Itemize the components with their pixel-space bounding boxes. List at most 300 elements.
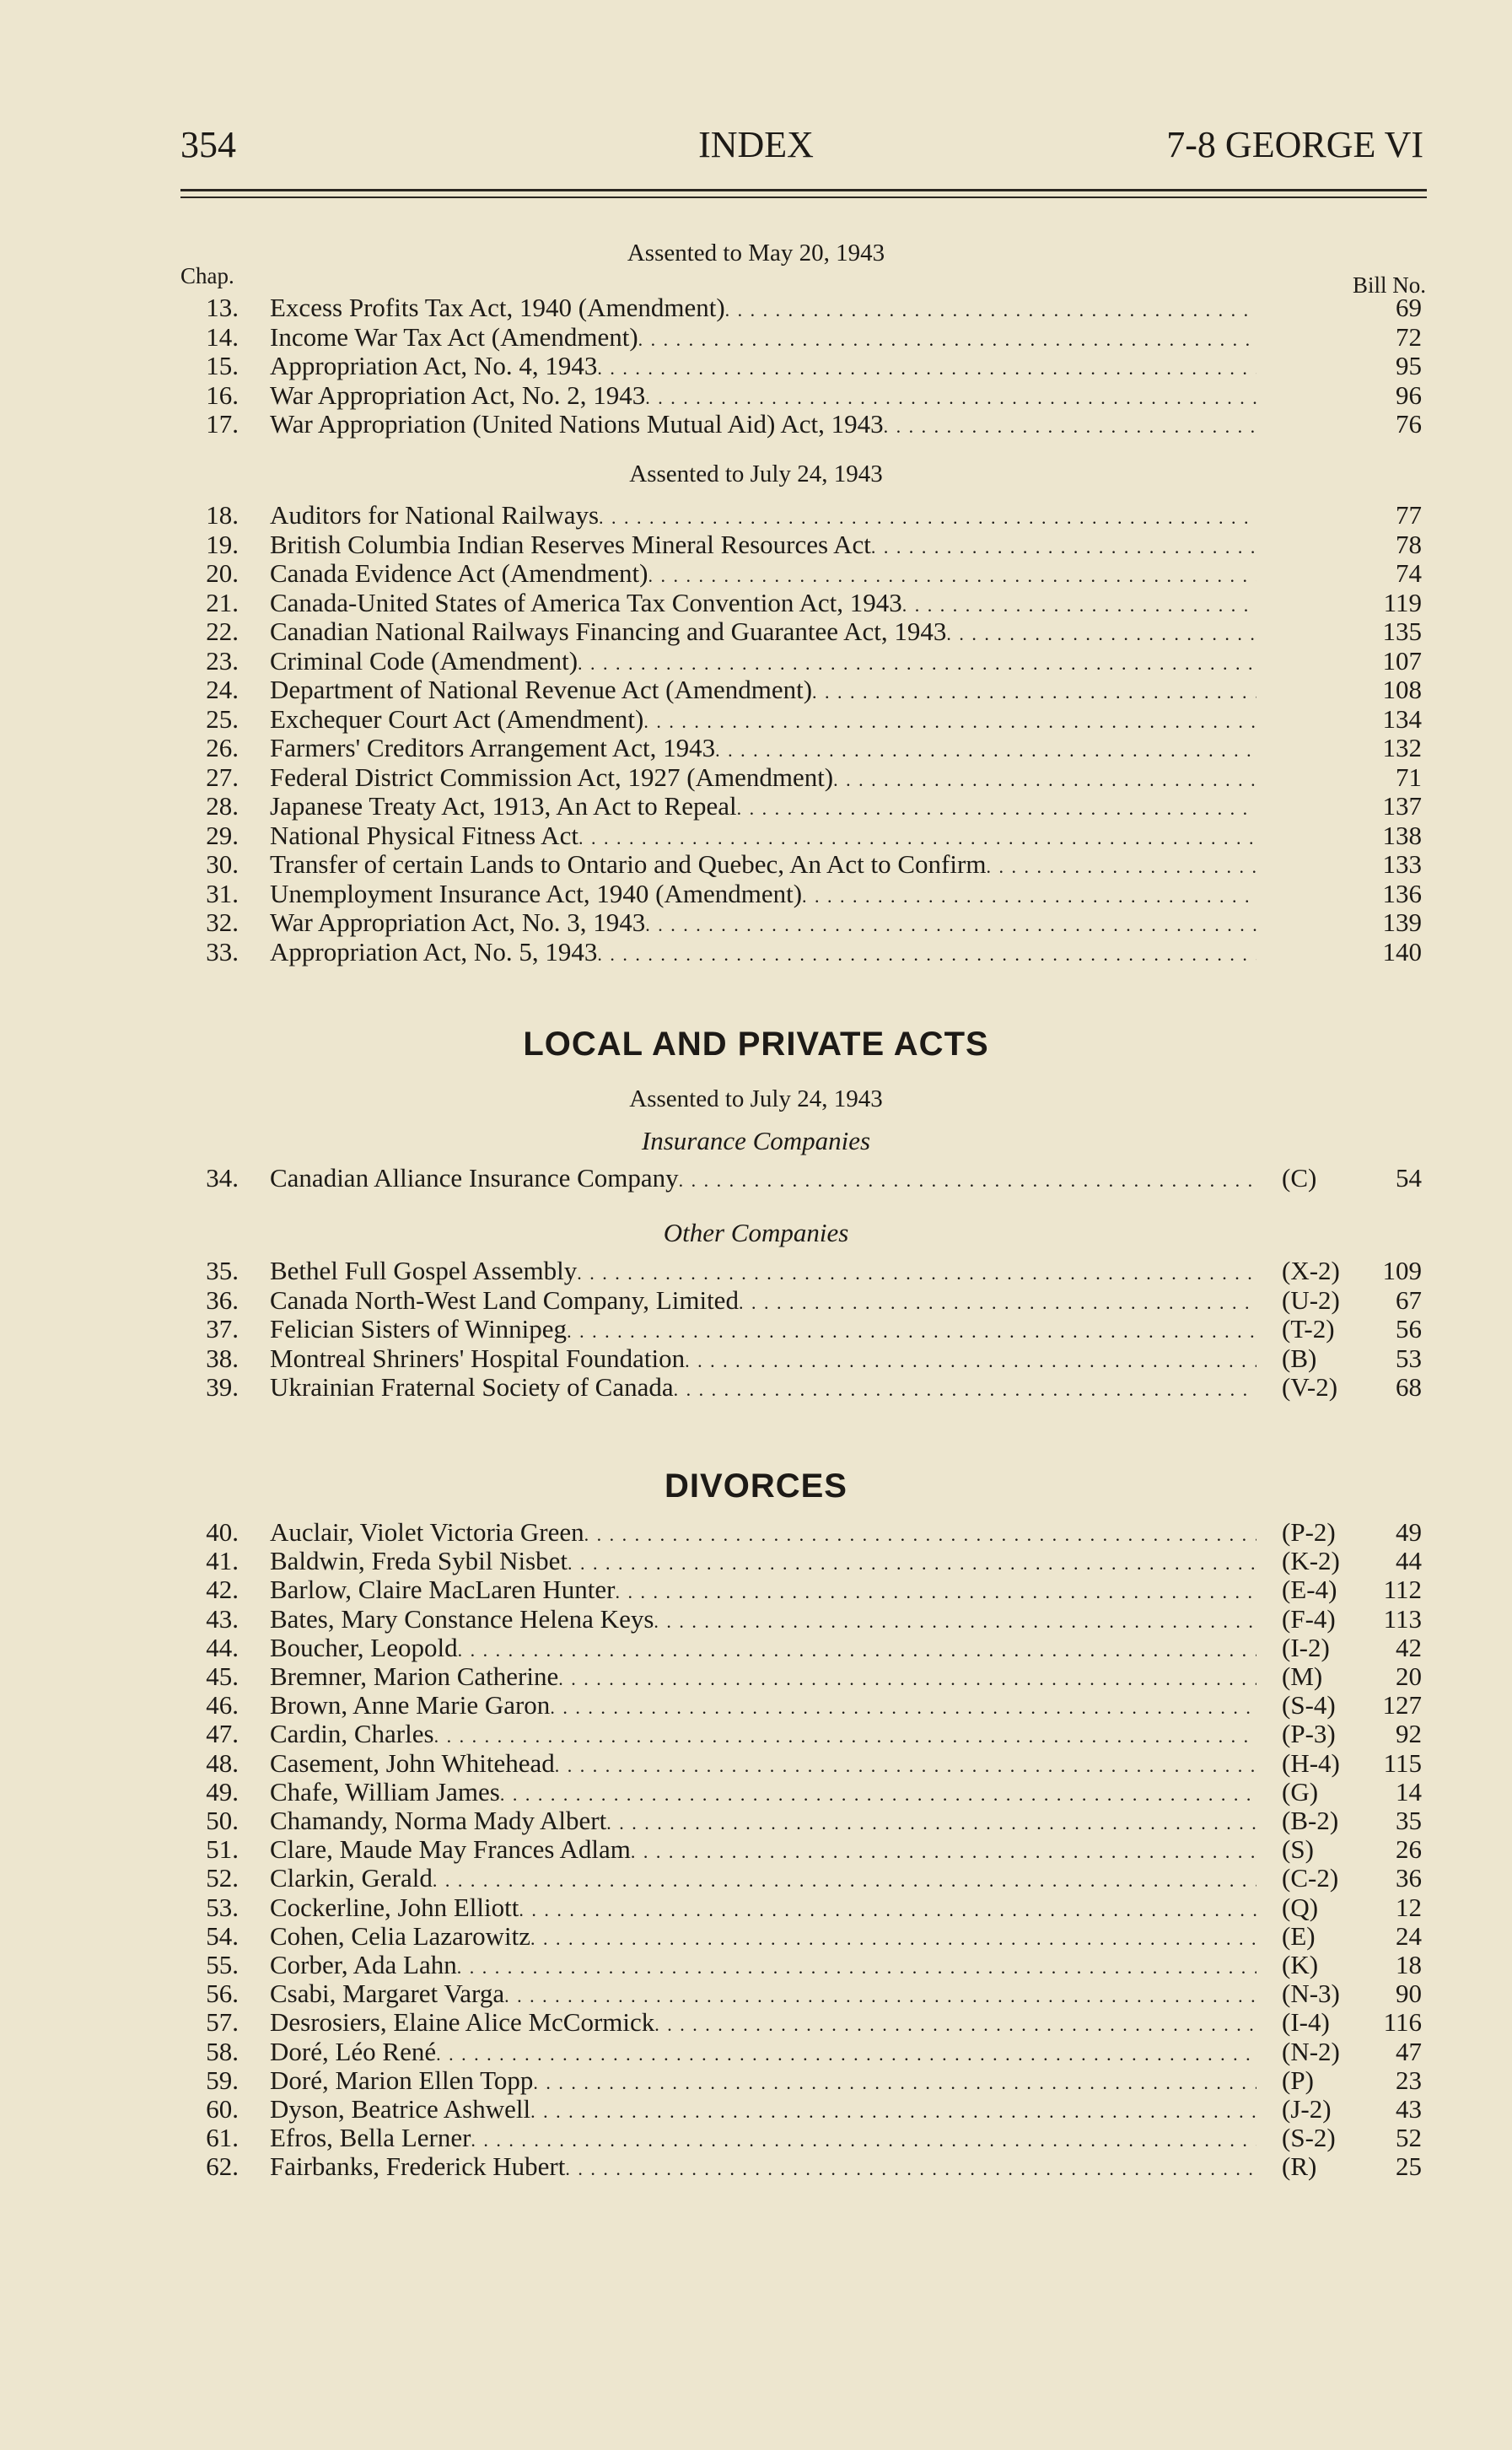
entry-number: 56. bbox=[206, 1979, 239, 2009]
entry-number: 32. bbox=[206, 907, 239, 937]
entry-title: Farmers' Creditors Arrangement Act, 1943 bbox=[270, 734, 716, 762]
leader-dots bbox=[533, 2066, 1256, 2097]
entry-title-line bbox=[270, 705, 1256, 736]
bill-number: 71 bbox=[1396, 762, 1422, 792]
leader-dots bbox=[739, 1286, 1256, 1317]
entry-title: Federal District Commission Act, 1927 (Amendment) bbox=[270, 762, 834, 792]
entry-number: 25. bbox=[206, 703, 239, 734]
bill-number: 25 bbox=[1396, 2151, 1422, 2182]
entry-title: Department of National Revenue Act (Amendment) bbox=[270, 676, 813, 704]
bill-number: 35 bbox=[1396, 1806, 1422, 1835]
entry-title: Cockerline, John Elliott bbox=[270, 1893, 519, 1922]
index-entry bbox=[0, 676, 1512, 704]
entry-title-line bbox=[270, 908, 1256, 940]
bill-letter-code: (T-2) bbox=[1282, 1314, 1335, 1343]
entry-number: 39. bbox=[206, 1372, 239, 1402]
bill-number: 133 bbox=[1382, 849, 1422, 879]
leader-dots bbox=[615, 1575, 1256, 1607]
index-entry bbox=[0, 821, 1512, 850]
entry-title: Criminal Code (Amendment) bbox=[270, 646, 578, 676]
index-entry bbox=[0, 1315, 1512, 1343]
index-entry bbox=[0, 2095, 1512, 2124]
leader-dots bbox=[565, 2152, 1256, 2183]
entry-number: 23. bbox=[206, 645, 239, 676]
entry-number: 57. bbox=[206, 2007, 239, 2038]
entry-title: Desrosiers, Elaine Alice McCormick bbox=[270, 2008, 655, 2038]
entry-title-line bbox=[270, 1575, 1256, 1607]
index-entry bbox=[0, 1164, 1512, 1193]
index-entry bbox=[0, 1922, 1512, 1951]
bill-number: 26 bbox=[1396, 1834, 1422, 1865]
entry-title-line bbox=[270, 763, 1256, 794]
entry-title: Casement, John Whitehead bbox=[270, 1748, 555, 1778]
bill-letter-code: (P-2) bbox=[1282, 1517, 1336, 1547]
index-entry bbox=[0, 1778, 1512, 1807]
leader-dots bbox=[685, 1344, 1256, 1376]
entry-title: Japanese Treaty Act, 1913, An Act to Repeal bbox=[270, 792, 737, 821]
entry-title-line bbox=[270, 938, 1256, 969]
entry-title-line bbox=[270, 1518, 1256, 1549]
entry-title-line bbox=[270, 2038, 1256, 2069]
leader-dots bbox=[584, 1518, 1256, 1549]
entry-number: 33. bbox=[206, 936, 239, 967]
entry-number: 44. bbox=[206, 1632, 239, 1662]
entry-title-line bbox=[270, 1547, 1256, 1578]
entry-title-line bbox=[270, 381, 1256, 412]
index-entry bbox=[0, 410, 1512, 439]
leader-dots bbox=[871, 530, 1256, 562]
leader-dots bbox=[884, 410, 1256, 441]
leader-dots bbox=[597, 938, 1256, 969]
index-entry bbox=[0, 734, 1512, 762]
entry-title: Appropriation Act, No. 5, 1943 bbox=[270, 937, 598, 967]
bill-letter-code: (M) bbox=[1282, 1661, 1323, 1691]
entry-number: 45. bbox=[206, 1661, 239, 1691]
bill-number: 78 bbox=[1396, 529, 1422, 559]
leader-dots bbox=[597, 352, 1256, 383]
bill-number: 138 bbox=[1382, 820, 1422, 850]
leader-dots bbox=[606, 1807, 1256, 1838]
leader-dots bbox=[550, 1691, 1256, 1722]
index-entry bbox=[0, 1951, 1512, 1979]
bill-number: 56 bbox=[1396, 1314, 1422, 1343]
bill-letter-code: (P-3) bbox=[1282, 1719, 1336, 1749]
index-entry bbox=[0, 1979, 1512, 2008]
entry-title: Felician Sisters of Winnipeg bbox=[270, 1315, 568, 1343]
entry-title: Cohen, Celia Lazarowitz bbox=[270, 1921, 531, 1951]
bill-letter-code: (U-2) bbox=[1282, 1284, 1340, 1315]
index-entry bbox=[0, 559, 1512, 588]
bill-number: 90 bbox=[1396, 1979, 1422, 2009]
entry-title-line bbox=[270, 1864, 1256, 1895]
leader-dots bbox=[568, 1547, 1256, 1578]
entry-number: 34. bbox=[206, 1163, 239, 1193]
leader-dots bbox=[530, 1922, 1256, 1953]
entry-title-line bbox=[270, 1286, 1256, 1317]
bill-number: 115 bbox=[1383, 1747, 1422, 1778]
index-entry bbox=[0, 2124, 1512, 2152]
divorces-heading: DIVORCES bbox=[665, 1467, 847, 1505]
index-entry bbox=[0, 1373, 1512, 1402]
entry-title: Unemployment Insurance Act, 1940 (Amendment) bbox=[270, 879, 803, 908]
entry-number: 60. bbox=[206, 2094, 239, 2124]
entry-title: Doré, Marion Ellen Topp bbox=[270, 2065, 534, 2095]
entry-title: Transfer of certain Lands to Ontario and Quebec, An Act to Confirm bbox=[270, 850, 987, 879]
index-entry bbox=[0, 617, 1512, 646]
leader-dots bbox=[457, 1951, 1256, 1982]
leader-dots bbox=[902, 589, 1256, 620]
index-entry bbox=[0, 2008, 1512, 2037]
entry-number: 36. bbox=[206, 1284, 239, 1315]
leader-dots bbox=[578, 821, 1256, 853]
entry-title: Exchequer Court Act (Amendment) bbox=[270, 704, 644, 734]
bill-letter-code: (H-4) bbox=[1282, 1747, 1340, 1778]
leader-dots bbox=[530, 2095, 1256, 2126]
bill-number: 24 bbox=[1396, 1920, 1422, 1951]
index-entry bbox=[0, 792, 1512, 821]
entry-title-line bbox=[270, 2008, 1256, 2039]
entry-title: Baldwin, Freda Sybil Nisbet bbox=[270, 1547, 568, 1576]
entry-title: Chafe, William James bbox=[270, 1777, 500, 1807]
entry-title: Doré, Léo René bbox=[270, 2037, 437, 2066]
page-title: INDEX bbox=[698, 124, 814, 165]
entry-title-line bbox=[270, 2095, 1256, 2126]
leader-dots bbox=[631, 1835, 1256, 1866]
entry-number: 35. bbox=[206, 1256, 239, 1285]
bill-number: 134 bbox=[1382, 703, 1422, 734]
bill-number: 108 bbox=[1382, 675, 1422, 704]
leader-dots bbox=[812, 676, 1256, 707]
index-entry bbox=[0, 1662, 1512, 1691]
chap-label: Chap. bbox=[180, 263, 234, 288]
index-entry bbox=[0, 589, 1512, 617]
entry-title: Canada North-West Land Company, Limited bbox=[270, 1285, 739, 1315]
index-entry bbox=[0, 763, 1512, 792]
entry-title-line bbox=[270, 1922, 1256, 1953]
entry-number: 47. bbox=[206, 1719, 239, 1749]
index-entry bbox=[0, 1835, 1512, 1864]
bill-number: 14 bbox=[1396, 1776, 1422, 1807]
entry-title: Brown, Anne Marie Garon bbox=[270, 1691, 551, 1720]
entry-title: Appropriation Act, No. 4, 1943 bbox=[270, 352, 598, 380]
index-entry bbox=[0, 1864, 1512, 1893]
leader-dots bbox=[577, 1257, 1256, 1288]
insurance-subheading: Insurance Companies bbox=[641, 1126, 871, 1155]
entry-title-line bbox=[270, 2066, 1256, 2097]
entry-title-line bbox=[270, 880, 1256, 911]
entry-title-line bbox=[270, 352, 1256, 383]
leader-dots bbox=[638, 323, 1256, 354]
entry-title: National Physical Fitness Act bbox=[270, 821, 578, 850]
leader-dots bbox=[471, 2124, 1256, 2155]
entry-number: 59. bbox=[206, 2065, 239, 2095]
entry-title-line bbox=[270, 734, 1256, 765]
entry-title-line bbox=[270, 1720, 1256, 1751]
bill-number: 36 bbox=[1396, 1863, 1422, 1893]
bill-number: 74 bbox=[1396, 558, 1422, 588]
entry-title: Canadian National Railways Financing and Guarantee Act, 1943 bbox=[270, 617, 947, 646]
index-entry bbox=[0, 352, 1512, 380]
entry-title-line bbox=[270, 1691, 1256, 1722]
leader-dots bbox=[434, 1720, 1256, 1751]
bill-number: 12 bbox=[1396, 1892, 1422, 1922]
bill-letter-code: (N-3) bbox=[1282, 1979, 1340, 2009]
header-rule-top bbox=[180, 189, 1427, 191]
index-entry bbox=[0, 1691, 1512, 1720]
entry-number: 26. bbox=[206, 733, 239, 762]
entry-title: Efros, Bella Lerner bbox=[270, 2124, 471, 2153]
bill-number: 107 bbox=[1382, 645, 1422, 676]
local-private-heading: LOCAL AND PRIVATE ACTS bbox=[523, 1026, 989, 1063]
entry-title-line bbox=[270, 1951, 1256, 1982]
index-entry bbox=[0, 381, 1512, 410]
entry-title-line bbox=[270, 647, 1256, 678]
index-entry bbox=[0, 1605, 1512, 1634]
entry-number: 28. bbox=[206, 791, 239, 821]
entry-title: Montreal Shriners' Hospital Foundation bbox=[270, 1343, 686, 1373]
entry-title-line bbox=[270, 1893, 1256, 1925]
entry-number: 27. bbox=[206, 762, 239, 792]
entry-title-line bbox=[270, 1605, 1256, 1636]
entry-title: Csabi, Margaret Varga bbox=[270, 1979, 505, 2009]
bill-number: 53 bbox=[1396, 1343, 1422, 1373]
index-entry bbox=[0, 2152, 1512, 2181]
bill-number: 47 bbox=[1396, 2036, 1422, 2066]
entry-title-line bbox=[270, 559, 1256, 590]
bill-number: 23 bbox=[1396, 2065, 1422, 2095]
index-entry bbox=[0, 2038, 1512, 2066]
bill-letter-code: (C-2) bbox=[1282, 1863, 1339, 1893]
entry-title-line bbox=[270, 1778, 1256, 1809]
entry-number: 48. bbox=[206, 1747, 239, 1778]
bill-number: 44 bbox=[1396, 1546, 1422, 1576]
entry-title: Chamandy, Norma Mady Albert bbox=[270, 1807, 607, 1835]
entry-title-line bbox=[270, 1634, 1256, 1665]
entry-number: 52. bbox=[206, 1863, 239, 1893]
bill-number: 42 bbox=[1396, 1632, 1422, 1662]
bill-number: 52 bbox=[1396, 2123, 1422, 2153]
entry-number: 22. bbox=[206, 617, 239, 646]
entry-title: Barlow, Claire MacLaren Hunter bbox=[270, 1575, 616, 1605]
leader-dots bbox=[555, 1749, 1256, 1780]
entry-title-line bbox=[270, 1835, 1256, 1866]
entry-title-line bbox=[270, 792, 1256, 823]
index-entry bbox=[0, 501, 1512, 530]
bill-number: 116 bbox=[1383, 2007, 1422, 2038]
leader-dots bbox=[654, 1605, 1256, 1636]
bill-number: 43 bbox=[1396, 2094, 1422, 2124]
bill-letter-code: (J-2) bbox=[1282, 2094, 1332, 2124]
entry-number: 53. bbox=[206, 1892, 239, 1922]
index-entry bbox=[0, 1807, 1512, 1835]
bill-letter-code: (V-2) bbox=[1282, 1372, 1338, 1402]
bill-letter-code: (E) bbox=[1282, 1920, 1316, 1951]
entry-number: 50. bbox=[206, 1806, 239, 1835]
index-entry bbox=[0, 850, 1512, 879]
index-entry bbox=[0, 705, 1512, 734]
entry-title-line bbox=[270, 1749, 1256, 1780]
leader-dots bbox=[500, 1778, 1256, 1809]
bill-number: 137 bbox=[1382, 791, 1422, 821]
entry-title: War Appropriation Act, No. 3, 1943 bbox=[270, 908, 646, 937]
entry-number: 15. bbox=[206, 351, 239, 380]
leader-dots bbox=[715, 734, 1256, 765]
entry-number: 41. bbox=[206, 1546, 239, 1576]
entry-number: 16. bbox=[206, 380, 239, 410]
leader-dots bbox=[725, 293, 1256, 325]
bill-number: 113 bbox=[1383, 1603, 1422, 1634]
entry-number: 54. bbox=[206, 1920, 239, 1951]
bill-number: 77 bbox=[1396, 500, 1422, 530]
leader-dots bbox=[599, 501, 1256, 532]
entry-title-line bbox=[270, 1807, 1256, 1838]
bill-number: 68 bbox=[1396, 1372, 1422, 1402]
leader-dots bbox=[519, 1893, 1256, 1925]
leader-dots bbox=[558, 1662, 1256, 1693]
leader-dots bbox=[504, 1979, 1256, 2011]
entry-number: 14. bbox=[206, 321, 239, 352]
bill-number: 20 bbox=[1396, 1661, 1422, 1691]
index-entry bbox=[0, 1286, 1512, 1315]
entry-number: 30. bbox=[206, 849, 239, 879]
entry-title-line bbox=[270, 1979, 1256, 2011]
entry-number: 58. bbox=[206, 2036, 239, 2066]
entry-number: 37. bbox=[206, 1314, 239, 1343]
bill-number: 96 bbox=[1396, 380, 1422, 410]
bill-number: 54 bbox=[1396, 1163, 1422, 1193]
bill-number: 76 bbox=[1396, 409, 1422, 439]
bill-letter-code: (I-2) bbox=[1282, 1632, 1330, 1662]
entry-number: 17. bbox=[206, 409, 239, 439]
leader-dots bbox=[643, 705, 1256, 736]
bill-number: 95 bbox=[1396, 351, 1422, 380]
entry-number: 38. bbox=[206, 1343, 239, 1373]
entry-number: 13. bbox=[206, 293, 239, 322]
entry-title: Bates, Mary Constance Helena Keys bbox=[270, 1604, 654, 1634]
leader-dots bbox=[433, 1864, 1256, 1895]
entry-number: 46. bbox=[206, 1690, 239, 1720]
entry-title: Clare, Maude May Frances Adlam bbox=[270, 1835, 631, 1865]
entry-number: 42. bbox=[206, 1575, 239, 1605]
leader-dots bbox=[833, 763, 1256, 794]
entry-title-line bbox=[270, 1164, 1256, 1195]
entry-number: 24. bbox=[206, 675, 239, 704]
bill-number: 127 bbox=[1382, 1690, 1422, 1720]
index-entry bbox=[0, 1720, 1512, 1748]
index-entry bbox=[0, 1344, 1512, 1373]
entry-title: Ukrainian Fraternal Society of Canada bbox=[270, 1373, 674, 1402]
bill-letter-code: (S-2) bbox=[1282, 2123, 1336, 2153]
index-entry bbox=[0, 293, 1512, 322]
entry-title-line bbox=[270, 2124, 1256, 2155]
index-entry bbox=[0, 2066, 1512, 2095]
index-entry bbox=[0, 1749, 1512, 1778]
index-entry bbox=[0, 1893, 1512, 1922]
leader-dots bbox=[645, 381, 1256, 412]
bill-letter-code: (F-4) bbox=[1282, 1603, 1336, 1634]
bill-number: 67 bbox=[1396, 1284, 1422, 1315]
bill-letter-code: (I-4) bbox=[1282, 2007, 1330, 2038]
entry-title-line bbox=[270, 676, 1256, 707]
entry-title: Corber, Ada Lahn bbox=[270, 1951, 457, 1979]
entry-title: Clarkin, Gerald bbox=[270, 1864, 433, 1893]
bill-letter-code: (K) bbox=[1282, 1950, 1319, 1979]
bill-label: Bill No. bbox=[1352, 272, 1426, 298]
leader-dots bbox=[567, 1315, 1256, 1346]
entry-title-line bbox=[270, 1344, 1256, 1376]
entry-title: British Columbia Indian Reserves Mineral Resources Act bbox=[270, 530, 871, 559]
bill-letter-code: (S-4) bbox=[1282, 1690, 1336, 1720]
entry-number: 31. bbox=[206, 878, 239, 908]
entry-title: Canadian Alliance Insurance Company bbox=[270, 1164, 679, 1193]
regnal-year: 7-8 GEORGE VI bbox=[1166, 124, 1423, 165]
leader-dots bbox=[737, 792, 1256, 823]
other-companies-subheading: Other Companies bbox=[663, 1218, 849, 1247]
bill-number: 69 bbox=[1396, 293, 1422, 322]
entry-number: 51. bbox=[206, 1834, 239, 1865]
entry-number: 40. bbox=[206, 1517, 239, 1547]
page-number: 354 bbox=[180, 124, 236, 165]
bill-letter-code: (K-2) bbox=[1282, 1546, 1340, 1576]
leader-dots bbox=[674, 1373, 1256, 1404]
leader-dots bbox=[436, 2038, 1256, 2069]
bill-letter-code: (Q) bbox=[1282, 1892, 1319, 1922]
bill-letter-code: (B) bbox=[1282, 1343, 1317, 1373]
entry-title-line bbox=[270, 323, 1256, 354]
index-entry bbox=[0, 1547, 1512, 1575]
entry-title-line bbox=[270, 410, 1256, 441]
bill-number: 18 bbox=[1396, 1950, 1422, 1979]
entry-title-line bbox=[270, 1315, 1256, 1346]
bill-letter-code: (G) bbox=[1282, 1776, 1319, 1807]
local-private-assented: Assented to July 24, 1943 bbox=[629, 1085, 883, 1112]
entry-title: Auclair, Violet Victoria Green bbox=[270, 1518, 584, 1547]
leader-dots bbox=[946, 617, 1256, 649]
bill-letter-code: (R) bbox=[1282, 2151, 1317, 2182]
bill-letter-code: (E-4) bbox=[1282, 1575, 1337, 1605]
entry-title: Bremner, Marion Catherine bbox=[270, 1662, 559, 1691]
entry-title: Fairbanks, Frederick Hubert bbox=[270, 2152, 566, 2182]
entry-number: 61. bbox=[206, 2123, 239, 2153]
entry-number: 29. bbox=[206, 820, 239, 850]
entry-title-line bbox=[270, 617, 1256, 649]
entry-title: Dyson, Beatrice Ashwell bbox=[270, 2095, 531, 2124]
entry-title: War Appropriation (United Nations Mutual Aid) Act, 1943 bbox=[270, 410, 884, 439]
entry-title-line bbox=[270, 501, 1256, 532]
bill-number: 92 bbox=[1396, 1719, 1422, 1749]
entry-title: Boucher, Leopold bbox=[270, 1633, 458, 1662]
bill-letter-code: (X-2) bbox=[1282, 1256, 1340, 1285]
entry-title: Excess Profits Tax Act, 1940 (Amendment) bbox=[270, 293, 725, 322]
entry-title-line bbox=[270, 530, 1256, 562]
entry-title: Canada-United States of America Tax Convention Act, 1943 bbox=[270, 588, 902, 617]
entry-number: 18. bbox=[206, 500, 239, 530]
bill-number: 132 bbox=[1382, 733, 1422, 762]
entry-number: 62. bbox=[206, 2151, 239, 2182]
entry-number: 21. bbox=[206, 587, 239, 617]
leader-dots bbox=[645, 908, 1256, 940]
index-entry bbox=[0, 1257, 1512, 1285]
entry-number: 43. bbox=[206, 1603, 239, 1634]
bill-number: 136 bbox=[1382, 878, 1422, 908]
leader-dots bbox=[986, 850, 1256, 881]
bill-letter-code: (P) bbox=[1282, 2065, 1314, 2095]
leader-dots bbox=[654, 2008, 1256, 2039]
entry-title: Auditors for National Railways bbox=[270, 501, 600, 530]
bill-number: 112 bbox=[1383, 1575, 1422, 1605]
index-entry bbox=[0, 530, 1512, 559]
entry-title: Bethel Full Gospel Assembly bbox=[270, 1257, 578, 1285]
